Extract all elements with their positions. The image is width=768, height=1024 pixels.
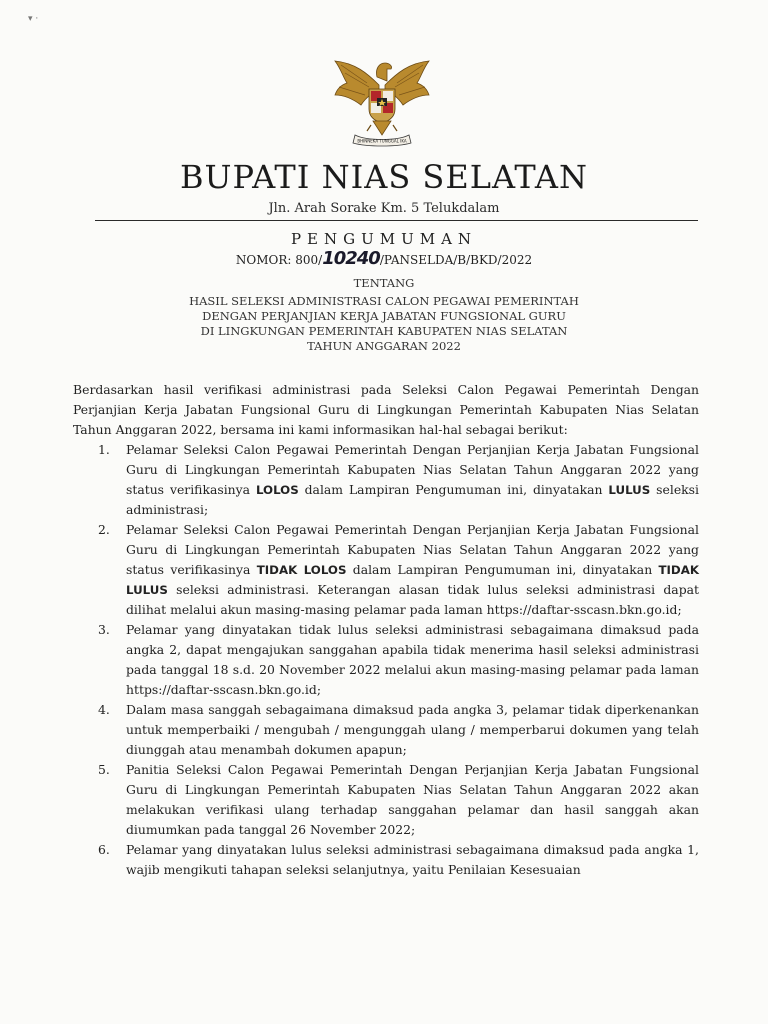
announcement-body [73,380,699,880]
number-handwritten: 10240 [322,248,380,269]
status-lolos: LOLOS [255,483,299,497]
list-item [73,840,699,880]
item-text: Pelamar yang dinyatakan lulus seleksi administrasi sebagaimana dimaksud pada angka 1, wajib mengikuti tahapan seleksi selanjutnya, yaitu Penilaian Kesesuaian [126,842,699,877]
intro-paragraph: Berdasarkan hasil verifikasi administrasi pada Seleksi Calon Pegawai Pemerintah Dengan Perjanjian Kerja Jabatan Fungsional Guru di Lingkungan Pemerintah Kabupaten Nias Selatan Tahun Anggaran 2022, bersama ini kami informasikan hal-hal sebagai berikut: [73,382,699,437]
item-number: 4. [98,702,110,717]
subject-line: HASIL SELEKSI ADMINISTRASI CALON PEGAWAI PEMERINTAH [189,294,579,308]
status-tidak-lolos: TIDAK LOLOS [256,563,347,577]
regent-title: BUPATI NIAS SELATAN [179,158,589,196]
garuda-emblem-icon [327,55,437,150]
announcement-number [0,248,768,269]
list-item [73,520,699,620]
subject-line: TAHUN ANGGARAN 2022 [307,339,461,353]
subject-line: DI LINGKUNGAN PEMERINTAH KABUPATEN NIAS SELATAN [200,324,568,338]
about-label: TENTANG [353,276,415,290]
item-text: Pelamar Seleksi Calon Pegawai Pemerintah Dengan Perjanjian Kerja Jabatan Fungsional Guru di Lingkungan Pemerintah Kabupaten Nias Selatan Tahun Anggaran 2022 yang status verifikasinya TIDAK LOLOS dalam Lampiran Pengumuman ini, dinyatakan TIDAK LULUS seleksi administrasi. Keterangan alasan tidak lulus seleksi administrasi dapat dilihat melalui akun masing-masing pelamar pada laman https://daftar-sscasn.bkn.go.id; [126,522,699,617]
list-item [73,700,699,760]
subject-line: DENGAN PERJANJIAN KERJA JABATAN FUNGSIONAL GURU [202,309,566,323]
status-lulus: LULUS [608,483,651,497]
item-text: Pelamar Seleksi Calon Pegawai Pemerintah Dengan Perjanjian Kerja Jabatan Fungsional Guru di Lingkungan Pemerintah Kabupaten Nias Selatan Tahun Anggaran 2022 yang status verifikasinya LOLOS dalam Lampiran Pengumuman ini, dinyatakan LULUS seleksi administrasi; [126,442,699,517]
item-text: Dalam masa sanggah sebagaimana dimaksud pada angka 3, pelamar tidak diperkenankan untuk memperbaiki / mengubah / mengunggah ulang / memperbarui dokumen yang telah diunggah atau menambah dokumen apapun; [126,702,699,757]
list-item [73,620,699,700]
list-item [73,760,699,840]
announcement-subject [0,294,768,354]
item-number: 2. [98,522,110,537]
list-item [73,440,699,520]
number-suffix: /PANSELDA/B/BKD/2022 [379,253,533,267]
item-text: Panitia Seleksi Calon Pegawai Pemerintah Dengan Perjanjian Kerja Jabatan Fungsional Guru di Lingkungan Pemerintah Kabupaten Nias Selatan Tahun Anggaran 2022 akan melakukan verifikasi ulang terhadap sanggahan pelamar dan hasil sanggah akan diumumkan pada tanggal 26 November 2022; [126,762,699,837]
item-number: 5. [98,762,110,777]
status-tidak-lulus: TIDAK LULUS [126,563,699,597]
item-number: 1. [98,442,110,457]
svg-text:BHINNEKA TUNGGAL IKA: BHINNEKA TUNGGAL IKA [357,138,407,144]
announcement-title: PENGUMUMAN [290,230,478,248]
office-address: Jln. Arah Sorake Km. 5 Telukdalam [268,201,500,216]
announcement-list [73,440,699,880]
header-divider [95,220,698,221]
item-number: 6. [98,842,110,857]
number-prefix: NOMOR: 800/ [235,253,323,267]
scan-mark: ▾ · [28,14,39,24]
item-text: Pelamar yang dinyatakan tidak lulus seleksi administrasi sebagaimana dimaksud pada angka 2, dapat mengajukan sanggahan apabila tidak menerima hasil seleksi administrasi pada tanggal 18 s.d. 20 November 2022 melalui akun masing-masing pelamar pada laman https://daftar-sscasn.bkn.go.id; [126,622,699,697]
item-number: 3. [98,622,110,637]
